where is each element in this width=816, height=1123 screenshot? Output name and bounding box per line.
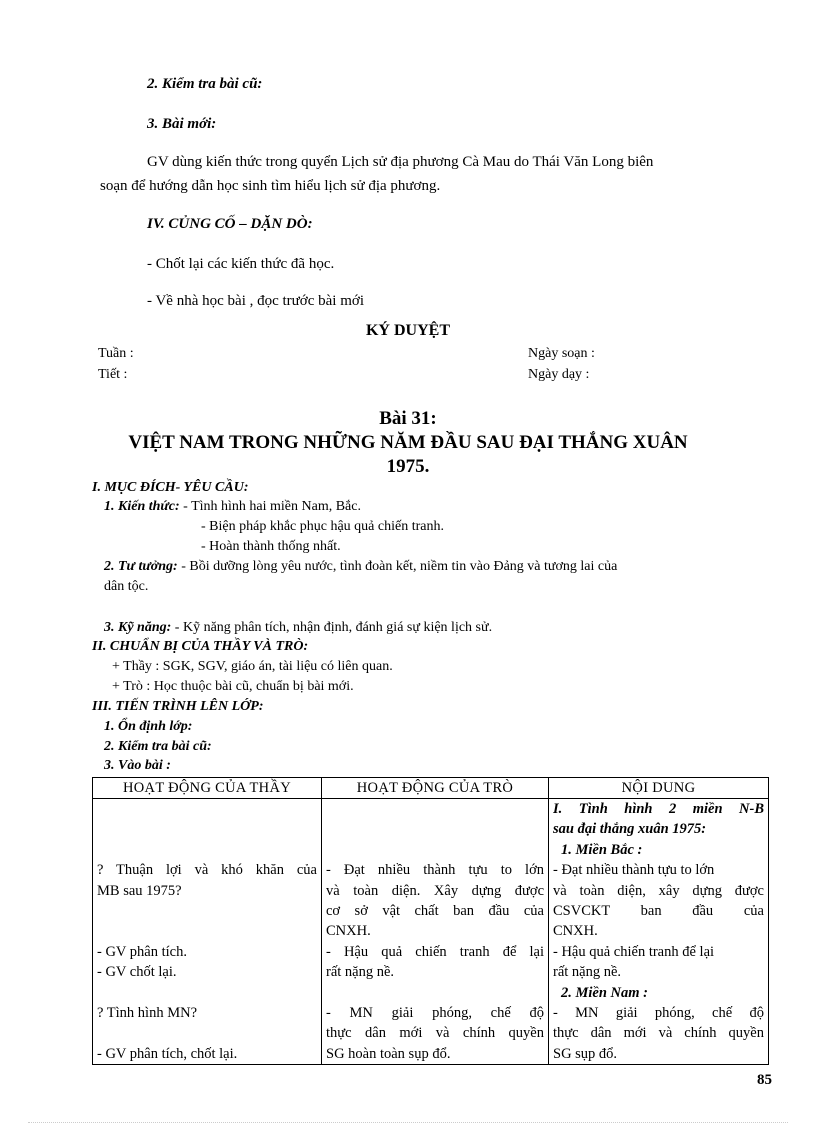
noi-dung-heading: sau đại thắng xuân 1975: bbox=[553, 821, 707, 838]
thay-line bbox=[97, 983, 317, 1003]
step-vao-bai: 3. Vào bài : bbox=[104, 758, 171, 773]
tro-line: SG hoàn toàn sụp đổ. bbox=[326, 1045, 451, 1062]
noi-dung-line: - Hậu quả chiến tranh để lại bbox=[553, 943, 715, 960]
ngay-day-label: Ngày dạy : bbox=[528, 367, 590, 382]
lesson-title-line2: 1975. bbox=[386, 456, 430, 477]
tro-line: cơ sở vật chất ban đầu của bbox=[326, 902, 544, 919]
tro-line: - MN giải phóng, chế độ bbox=[326, 1004, 544, 1021]
tro-line: và toàn diện. Xây dựng được bbox=[326, 882, 544, 899]
thay-line: ? Thuận lợi và khó khăn của bbox=[97, 862, 317, 879]
gv-paragraph-line1: GV dùng kiến thức trong quyển Lịch sử địa phương Cà Mau do Thái Văn Long biên bbox=[147, 154, 654, 170]
tro-line bbox=[326, 840, 544, 860]
kien-thuc-item-2: - Biện pháp khắc phục hậu quả chiến tranh. bbox=[201, 519, 444, 534]
tu-tuong-row bbox=[104, 559, 617, 575]
ky-nang-text: - Kỹ năng phân tích, nhận định, đánh giá sự kiện lịch sử. bbox=[171, 620, 493, 635]
section-chuan-bi: II. CHUẨN BỊ CỦA THẦY VÀ TRÒ: bbox=[92, 639, 309, 654]
kien-thuc-label: 1. Kiến thức: bbox=[104, 499, 180, 514]
tiet-label: Tiết : bbox=[98, 367, 128, 382]
chuan-bi-thay: + Thầy : SGK, SGV, giáo án, tài liệu có liên quan. bbox=[112, 659, 393, 674]
step-kiem-tra: 2. Kiểm tra bài cũ: bbox=[104, 739, 212, 754]
noi-dung-heading: I. Tình hình 2 miền N-B bbox=[553, 801, 764, 817]
thay-line bbox=[97, 799, 317, 819]
thay-line bbox=[97, 840, 317, 860]
noi-dung-line: CSVCKT ban đầu của bbox=[553, 902, 764, 919]
header-hoat-dong-thay: HOẠT ĐỘNG CỦA THẦY bbox=[93, 778, 322, 799]
thay-line: MB sau 1975? bbox=[97, 882, 182, 899]
review-item-2: - Về nhà học bài , đọc trước bài mới bbox=[147, 293, 364, 309]
thay-line: - GV chốt lại. bbox=[97, 964, 177, 981]
ky-nang-label: 3. Kỹ năng: bbox=[104, 620, 172, 635]
section-cung-co: IV. CỦNG CỐ – DẶN DÒ: bbox=[147, 216, 313, 232]
page-number: 85 bbox=[757, 1072, 772, 1088]
header-hoat-dong-tro: HOẠT ĐỘNG CỦA TRÒ bbox=[322, 778, 549, 799]
thay-line: - GV phân tích, chốt lại. bbox=[97, 1045, 238, 1062]
section-bai-moi: 3. Bài mới: bbox=[147, 116, 217, 132]
tu-tuong-text-2: dân tộc. bbox=[104, 579, 149, 594]
ky-nang-row bbox=[104, 620, 492, 636]
section-muc-dich: I. MỤC ĐÍCH- YÊU CẦU: bbox=[92, 480, 249, 495]
noi-dung-line: - MN giải phóng, chế độ bbox=[553, 1004, 764, 1021]
table-header-row bbox=[93, 778, 769, 799]
tu-tuong-label: 2. Tư tưởng: bbox=[104, 559, 178, 574]
noi-dung-line: SG sụp đổ. bbox=[553, 1045, 618, 1062]
tro-line: CNXH. bbox=[326, 923, 371, 940]
col-tro bbox=[322, 799, 549, 1065]
mien-nam-heading: 2. Miền Nam : bbox=[561, 984, 648, 1001]
noi-dung-line: CNXH. bbox=[553, 923, 598, 940]
ngay-soan-label: Ngày soạn : bbox=[528, 346, 595, 361]
thay-line bbox=[97, 819, 317, 839]
lesson-number: Bài 31: bbox=[379, 408, 437, 429]
tro-line bbox=[326, 983, 544, 1003]
tro-line: rất nặng nề. bbox=[326, 964, 395, 981]
thay-line: - GV phân tích. bbox=[97, 943, 187, 960]
ky-duyet-heading: KÝ DUYỆT bbox=[365, 322, 450, 339]
kien-thuc-item-1: - Tình hình hai miền Nam, Bắc. bbox=[179, 499, 361, 514]
kien-thuc-row bbox=[104, 499, 361, 515]
tro-line: thực dân mới và chính quyền bbox=[326, 1025, 544, 1042]
noi-dung-line: - Đạt nhiều thành tựu to lớn bbox=[553, 862, 715, 879]
step-on-dinh: 1. Ổn định lớp: bbox=[104, 719, 193, 734]
header-noi-dung: NỘI DUNG bbox=[549, 778, 769, 799]
noi-dung-line: rất nặng nề. bbox=[553, 964, 622, 981]
tro-line: - Hậu quả chiến tranh để lại bbox=[326, 943, 544, 960]
col-thay bbox=[93, 799, 322, 1065]
activity-table bbox=[92, 777, 769, 1065]
tro-line: - Đạt nhiều thành tựu to lớn bbox=[326, 862, 544, 879]
tro-line bbox=[326, 799, 544, 819]
thay-line bbox=[97, 1023, 317, 1043]
table-body-row bbox=[93, 799, 769, 1065]
tu-tuong-text: - Bồi dưỡng lòng yêu nước, tình đoàn kết, niềm tin vào Đảng và tương lai của bbox=[177, 559, 618, 574]
thay-line: ? Tình hình MN? bbox=[97, 1004, 198, 1021]
thay-line bbox=[97, 921, 317, 941]
section-kiem-tra: 2. Kiểm tra bài cũ: bbox=[147, 76, 263, 92]
gv-paragraph-line2: soạn để hướng dẫn học sinh tìm hiểu lịch sử địa phương. bbox=[100, 178, 441, 194]
noi-dung-line: và toàn diện, xây dựng được bbox=[553, 882, 764, 899]
mien-bac-heading: 1. Miền Bắc : bbox=[561, 841, 643, 858]
noi-dung-line: thực dân mới và chính quyền bbox=[553, 1025, 764, 1042]
chuan-bi-tro: + Trò : Học thuộc bài cũ, chuẩn bị bài mới. bbox=[112, 679, 354, 694]
lesson-title-line1: VIỆT NAM TRONG NHỮNG NĂM ĐẦU SAU ĐẠI THẮNG XUÂN bbox=[128, 432, 688, 453]
tro-line bbox=[326, 819, 544, 839]
thay-line bbox=[97, 901, 317, 921]
kien-thuc-item-3: - Hoàn thành thống nhất. bbox=[201, 539, 341, 554]
review-item-1: - Chốt lại các kiến thức đã học. bbox=[147, 256, 335, 272]
tuan-label: Tuần : bbox=[98, 346, 134, 361]
col-noi-dung bbox=[549, 799, 769, 1065]
section-tien-trinh: III. TIẾN TRÌNH LÊN LỚP: bbox=[92, 699, 264, 714]
